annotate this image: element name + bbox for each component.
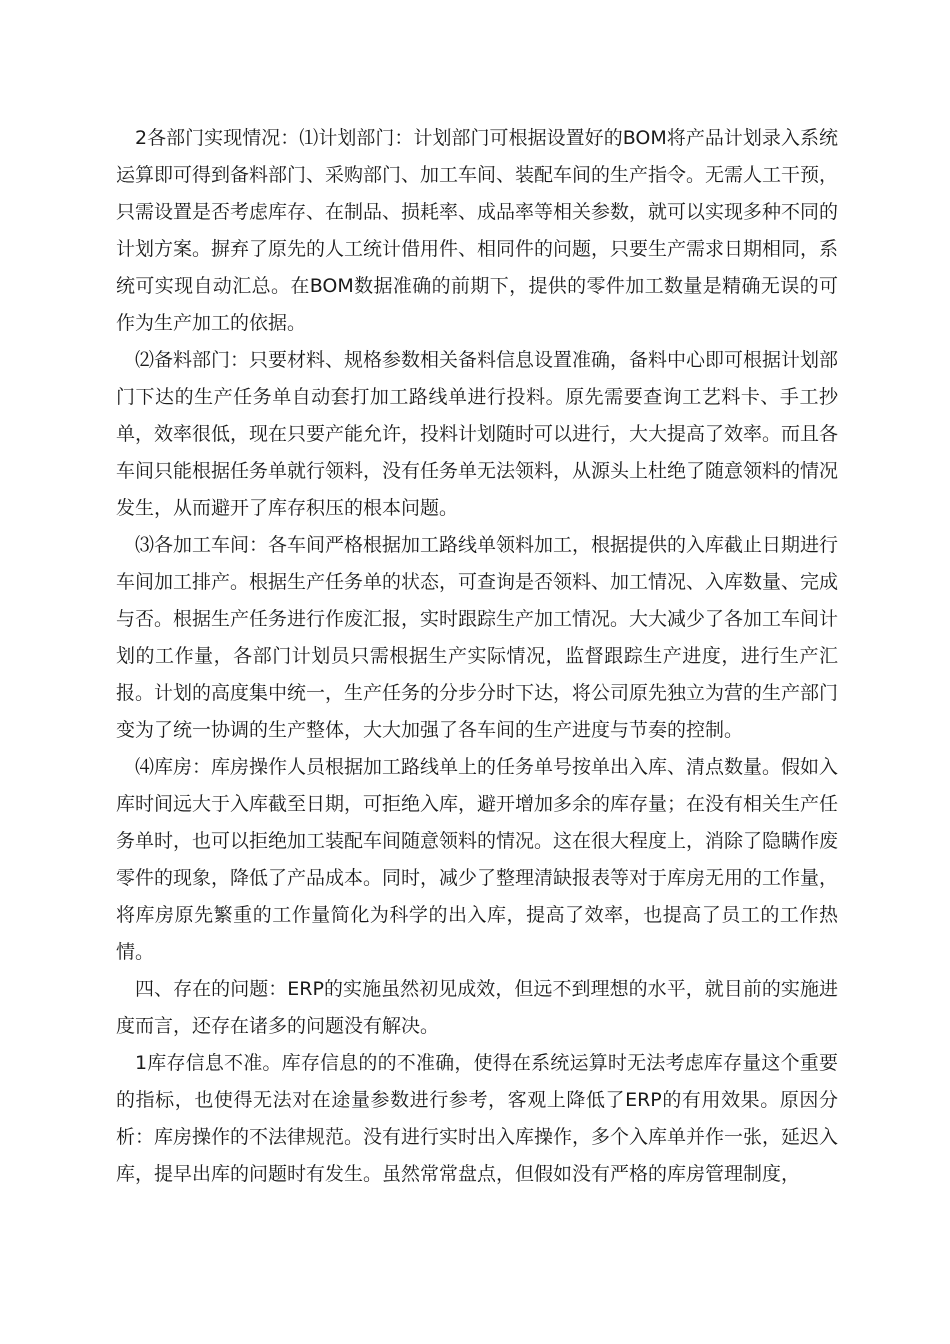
- paragraph-inventory-info: 1库存信息不准。库存信息的的不准确，使得在系统运算时无法考虑库存量这个重要的指标，也使得无法对在途量参数进行参考，客观上降低了ERP的有用效果。原因分析：库房操作的不法律规范。没有进行实时出入库操作，多个入库单并作一张，延迟入库，提早出库的问题时有发生。虽然常常盘点，但假如没有严格的库房管理制度，: [116, 1052, 839, 1185]
- document-page: [116, 120, 838, 1193]
- paragraph-warehouse: ⑷库房：库房操作人员根据加工路线单上的任务单号按单出入库、清点数量。假如入库时间远大于入库截至日期，可拒绝入库，避开增加多余的库存量；在没有相关生产任务单时，也可以拒绝加工装配车间随意领料的情况。这在很大程度上，消除了隐瞒作废零件的现象，降低了产品成本。同时，减少了整理清缺报表等对于库房无用的工作量，将库房原先繁重的工作量简化为科学的出入库，提高了效率，也提高了员工的工作热情。: [116, 756, 839, 963]
- paragraph-processing-workshops: ⑶各加工车间：各车间严格根据加工路线单领料加工，根据提供的入库截止日期进行车间加工排产。根据生产任务单的状态，可查询是否领料、加工情况、入库数量、完成与否。根据生产任务进行作废汇报，实时跟踪生产加工情况。大大减少了各加工车间计划的工作量，各部门计划员只需根据生产实际情况，监督跟踪生产进度，进行生产汇报。计划的高度集中统一，生产任务的分步分时下达，将公司原先独立为营的生产部门变为了统一协调的生产整体，大大加强了各车间的生产进度与节奏的控制。: [116, 534, 839, 741]
- paragraph-existing-problems: 四、存在的问题：ERP的实施虽然初见成效，但远不到理想的水平，就目前的实施进度而言，还存在诸多的问题没有解决。: [116, 978, 838, 1037]
- paragraph-dept-implementation: 2各部门实现情况：⑴计划部门：计划部门可根据设置好的BOM将产品计划录入系统运算即可得到备料部门、采购部门、加工车间、装配车间的生产指令。无需人工干预，只需设置是否考虑库存、在制品、损耗率、成品率等相关参数，就可以实现多种不同的计划方案。摒弃了原先的人工统计借用件、相同件的问题，只要生产需求日期相同，系统可实现自动汇总。在BOM数据准确的前期下，提供的零件加工数量是精确无误的可作为生产加工的依据。: [116, 127, 839, 334]
- paragraph-material-dept: ⑵备料部门：只要材料、规格参数相关备料信息设置准确，备料中心即可根据计划部门下达的生产任务单自动套打加工路线单进行投料。原先需要查询工艺料卡、手工抄单，效率很低，现在只要产能允许，投料计划随时可以进行，大大提高了效率。而且各车间只能根据任务单就行领料，没有任务单无法领料，从源头上杜绝了随意领料的情况发生，从而避开了库存积压的根本问题。: [116, 349, 839, 519]
